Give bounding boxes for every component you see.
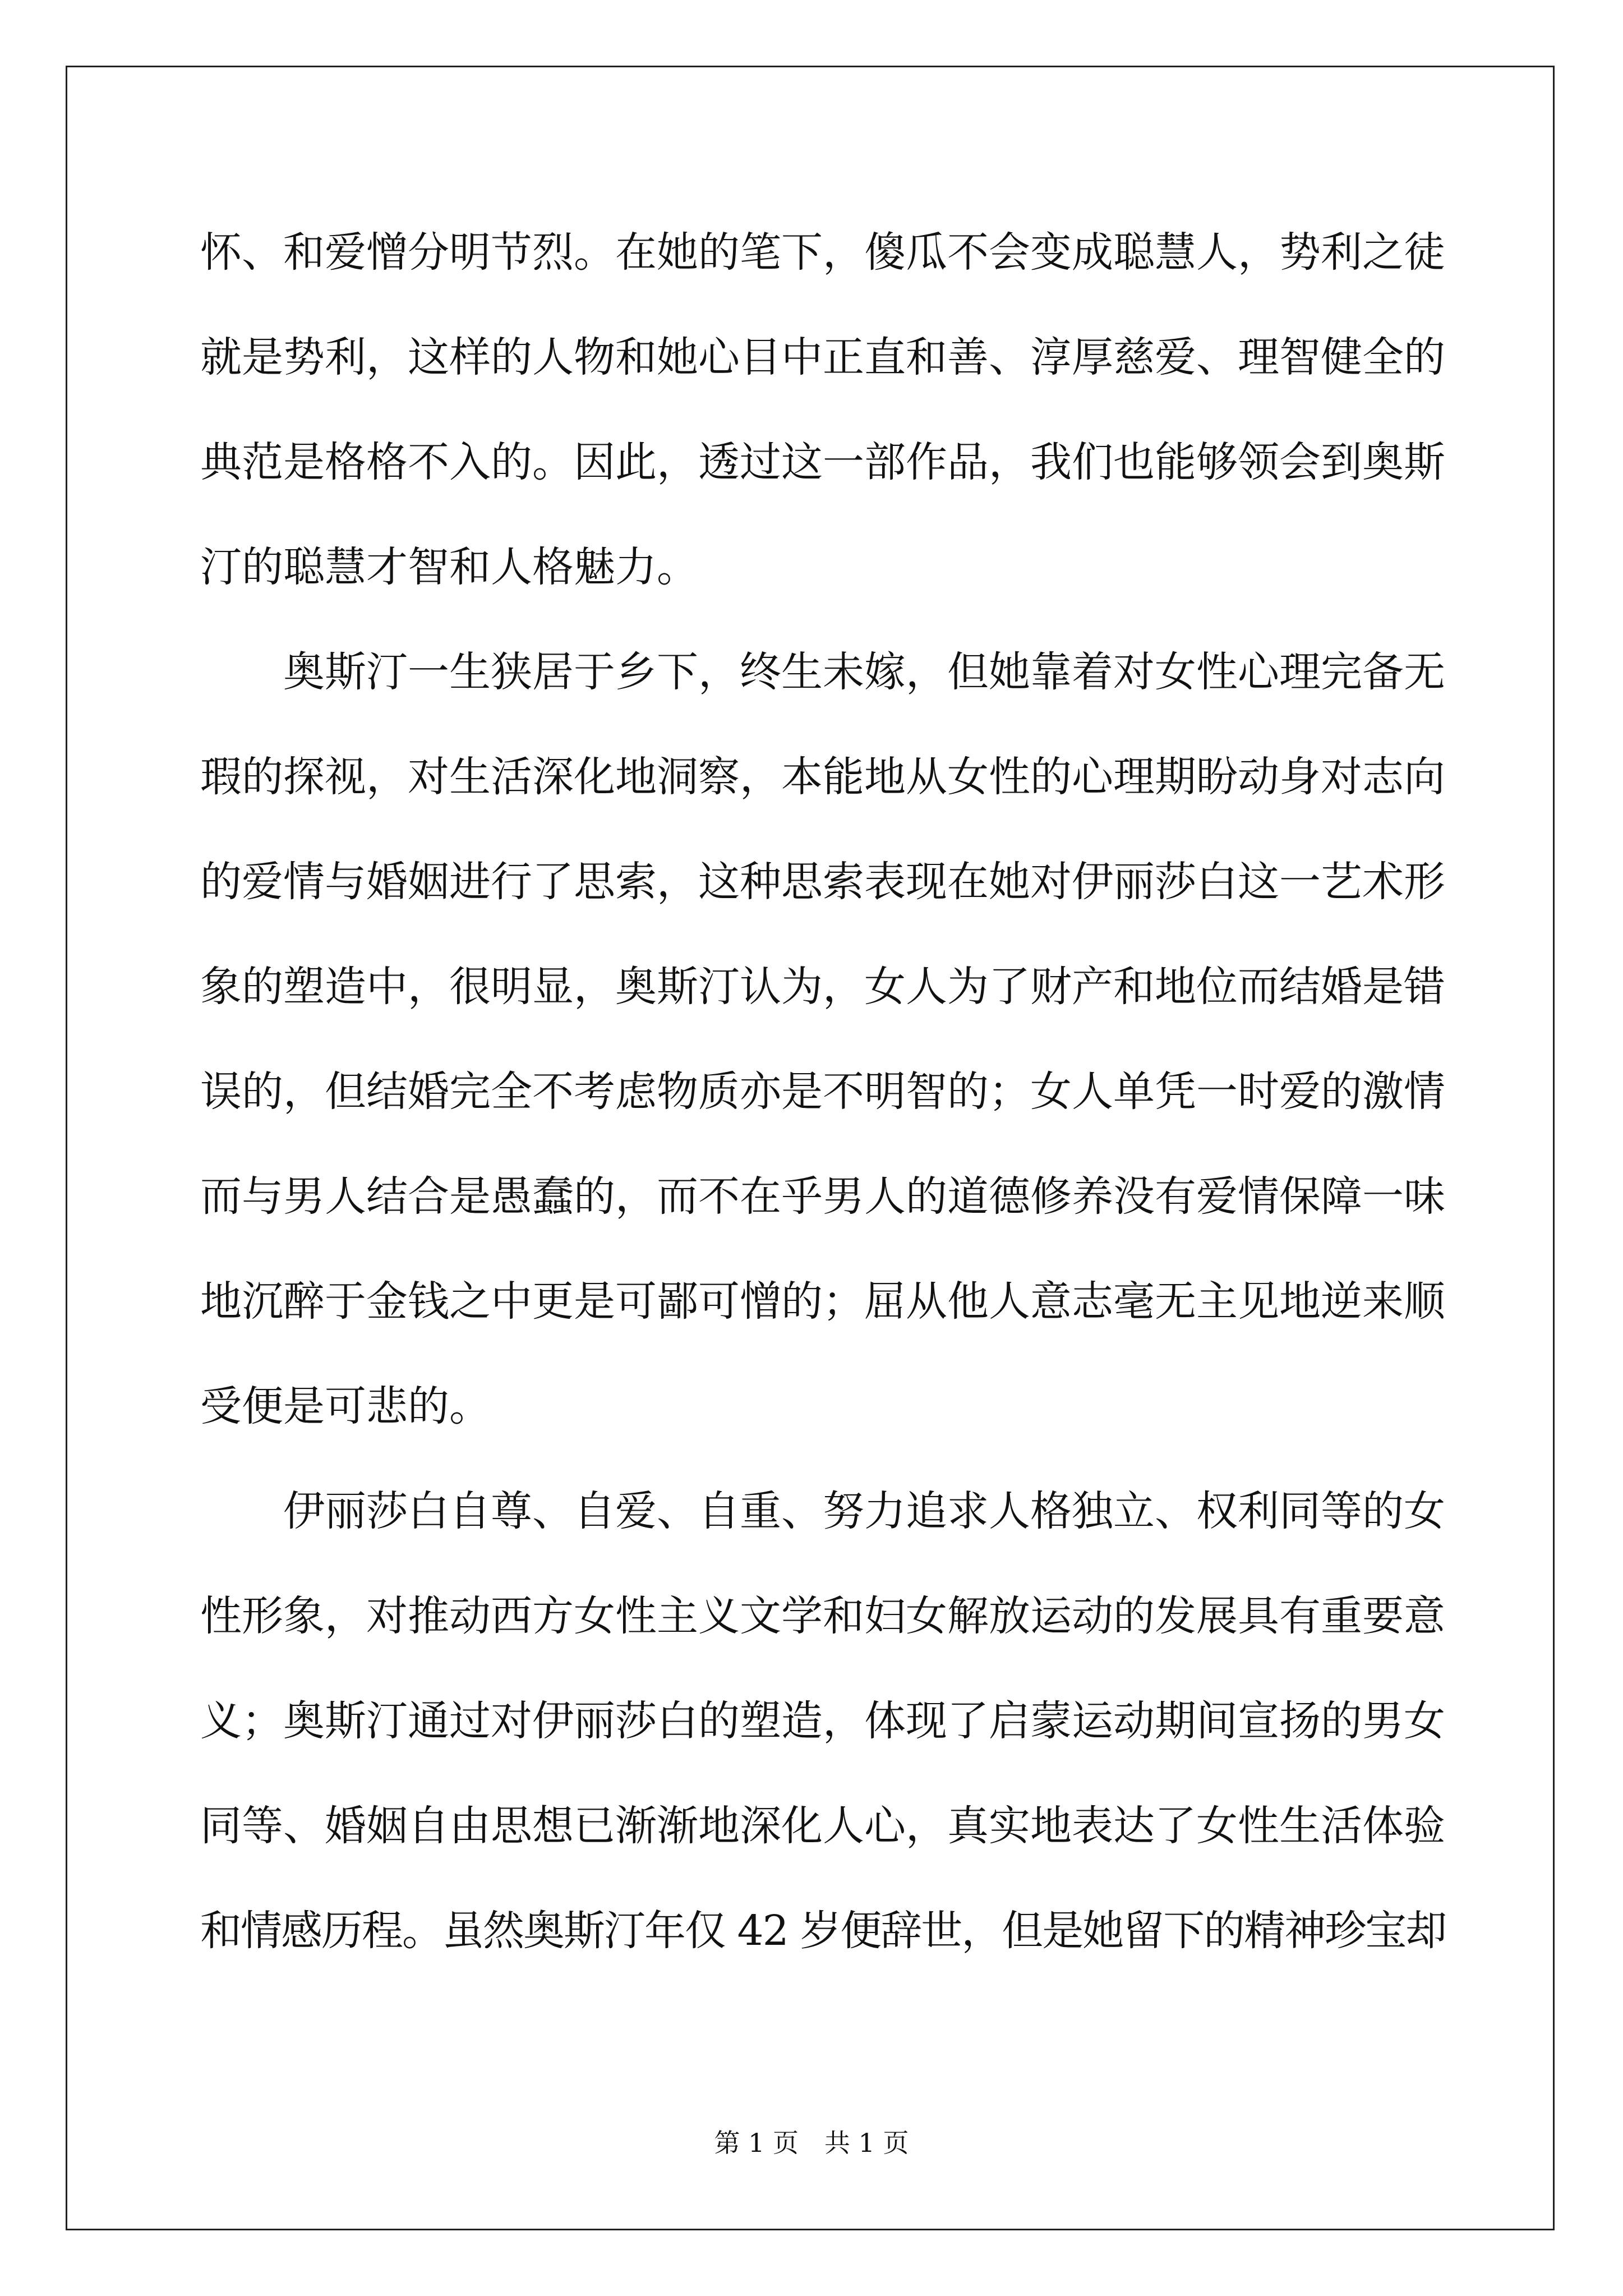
- text-line: 误的，但结婚完全不考虑物质亦是不明智的；女人单凭一时爱的激情: [200, 1068, 1445, 1116]
- text-line: 就是势利，这样的人物和她心目中正直和善、淳厚慈爱、理智健全的: [200, 333, 1445, 381]
- text-line: 象的塑造中，很明显，奥斯汀认为，女人为了财产和地位而结婚是错: [200, 963, 1445, 1011]
- text-line: 而与男人结合是愚蠢的，而不在乎男人的道德修养没有爱情保障一味: [200, 1172, 1445, 1221]
- text-line: 义；奥斯汀通过对伊丽莎白的塑造，体现了启蒙运动期间宣扬的男女: [200, 1697, 1445, 1745]
- page-footer: 第 1 页 共 1 页: [714, 2128, 909, 2158]
- text-line: 性形象，对推动西方女性主义文学和妇女解放运动的发展具有重要意: [200, 1592, 1445, 1640]
- text-line: 的爱情与婚姻进行了思索，这种思索表现在她对伊丽莎白这一艺术形: [200, 858, 1445, 906]
- text-line: 伊丽莎白自尊、自爱、自重、努力追求人格独立、权利同等的女: [200, 1487, 1445, 1535]
- text-line: 和情感历程。虽然奥斯汀年仅 42 岁便辞世，但是她留下的精神珍宝却: [200, 1907, 1446, 1955]
- text-line: 典范是格格不入的。因此，透过这一部作品，我们也能够领会到奥斯: [200, 438, 1445, 486]
- document-body: [200, 219, 1446, 2002]
- text-line: 瑕的探视，对生活深化地洞察，本能地从女性的心理期盼动身对志向: [200, 753, 1445, 801]
- text-line: 同等、婚姻自由思想已渐渐地深化人心，真实地表达了女性生活体验: [200, 1802, 1445, 1850]
- text-line: 受便是可悲的。: [200, 1382, 491, 1430]
- text-line: 地沉醉于金钱之中更是可鄙可憎的；屈从他人意志毫无主见地逆来顺: [200, 1277, 1445, 1326]
- text-line: 怀、和爱憎分明节烈。在她的笔下，傻瓜不会变成聪慧人，势利之徒: [200, 228, 1445, 277]
- text-line: 奥斯汀一生狭居于乡下，终生未嫁，但她靠着对女性心理完备无: [200, 648, 1445, 696]
- text-line: 汀的聪慧才智和人格魅力。: [200, 543, 698, 591]
